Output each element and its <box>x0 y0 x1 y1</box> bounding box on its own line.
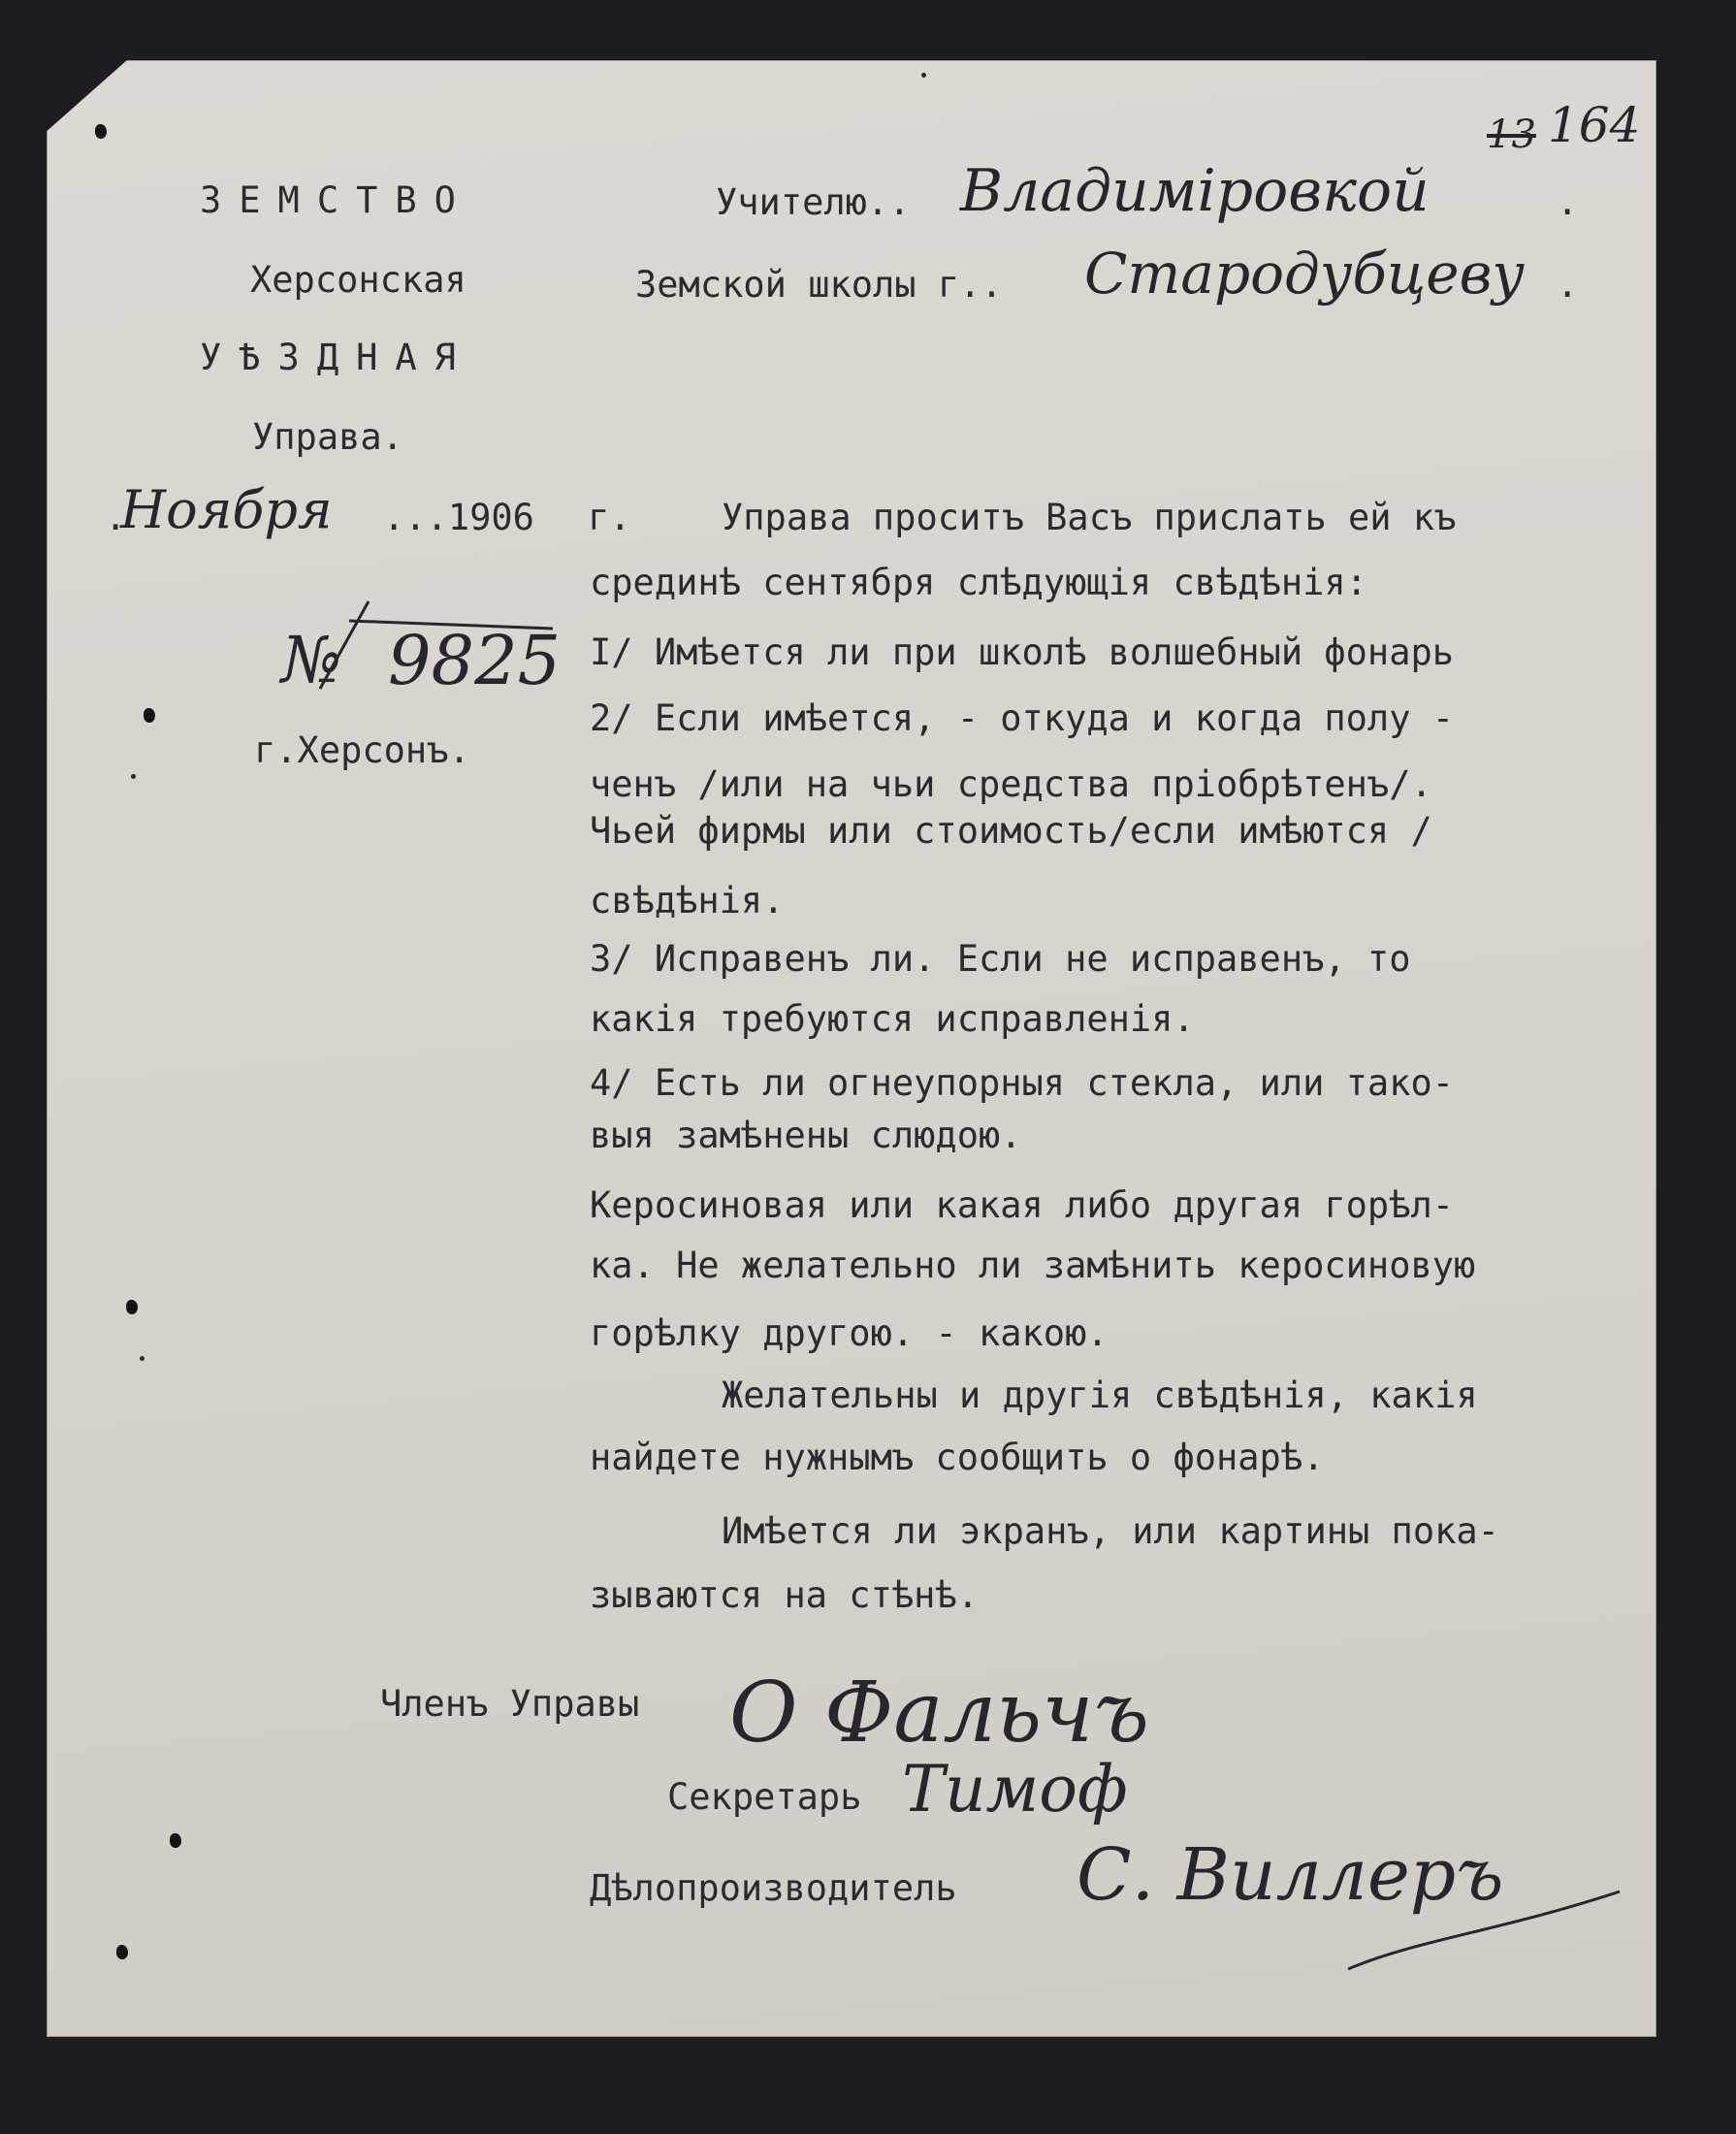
addressee-school-tail: . <box>1557 264 1579 306</box>
body-line: зываются на стѣнѣ. <box>590 1574 979 1616</box>
page-number-crossed: 13 <box>1487 113 1536 157</box>
secretary-label: Секретарь <box>667 1776 862 1818</box>
clerk-label: Дѣлопроизводитель <box>590 1867 957 1909</box>
header-kherson: Херсонская <box>250 259 466 301</box>
body-line: ченъ /или на чьи средства пріобрѣтенъ/. <box>590 763 1432 805</box>
number-underline <box>310 582 563 698</box>
addressee-teacher-label: Учителю.. <box>716 181 911 223</box>
header-uyezdnaya: УѢЗДНАЯ <box>200 337 473 378</box>
punch-hole <box>144 708 155 723</box>
punch-hole <box>126 1300 138 1314</box>
punch-hole <box>170 1833 181 1848</box>
page-number: 164 <box>1548 97 1641 153</box>
body-line: Управа проситъ Васъ прислать ей къ <box>722 497 1457 538</box>
body-line: какія требуются исправленія. <box>590 998 1195 1040</box>
body-line: 2/ Если имѣется, - откуда и когда полу - <box>590 697 1455 739</box>
header-uprava: Управа. <box>252 416 403 458</box>
spot-mark <box>131 774 136 779</box>
body-line: выя замѣнены слюдою. <box>590 1115 1022 1156</box>
date-dots-leading: . <box>105 497 127 538</box>
punch-hole <box>95 124 107 139</box>
member-signature: О Фальчъ <box>729 1665 1149 1762</box>
outgoing-number: 9825 <box>388 621 562 700</box>
body-line: Керосиновая или какая либо другая горѣл- <box>590 1184 1455 1226</box>
body-line: 4/ Есть ли огнеупорныя стекла, или тако- <box>590 1062 1455 1104</box>
body-line: Желательны и другія свѣдѣнія, какія <box>722 1374 1478 1416</box>
punch-hole <box>116 1945 128 1959</box>
addressee-teacher-handwritten: Владиміровкой <box>960 157 1430 225</box>
body-line: Чьей фирмы или стоимость/если имѣются / <box>590 810 1432 852</box>
date-year: ...1906 <box>383 497 534 538</box>
addressee-school-label: Земской школы г.. <box>635 264 1003 306</box>
body-line: I/ Имѣется ли при школѣ волшебный фонарь <box>590 631 1455 673</box>
body-line: срединѣ сентября слѣдующія свѣдѣнія: <box>590 562 1367 603</box>
spot-mark <box>140 1356 145 1361</box>
member-label: Членъ Управы <box>380 1683 640 1725</box>
addressee-teacher-tail: . <box>1557 181 1579 223</box>
clerk-signature-flourish <box>1338 1872 1649 1988</box>
addressee-school-handwritten: Стародубцеву <box>1084 241 1526 307</box>
header-zemstvo: ЗЕМСТВО <box>200 179 473 221</box>
date-g: г. <box>588 497 631 538</box>
city: г.Херсонъ. <box>254 729 470 771</box>
date-month-handwritten: Ноября <box>120 479 333 540</box>
body-line: Имѣется ли экранъ, или картины пока- <box>722 1510 1499 1552</box>
outgoing-number-prefix: № <box>281 623 342 697</box>
clerk-signature: С. Виллеръ <box>1077 1833 1504 1917</box>
body-line: найдете нужнымъ сообщить о фонарѣ. <box>590 1437 1325 1478</box>
body-line: 3/ Исправенъ ли. Если не исправенъ, то <box>590 938 1411 980</box>
body-line: ка. Не желательно ли замѣнить керосиновую <box>590 1245 1476 1286</box>
spot-mark <box>921 73 926 78</box>
body-line: горѣлку другою. - какою. <box>590 1312 1109 1354</box>
secretary-signature: Тимоф <box>902 1752 1128 1827</box>
body-line: свѣдѣнія. <box>590 880 785 922</box>
